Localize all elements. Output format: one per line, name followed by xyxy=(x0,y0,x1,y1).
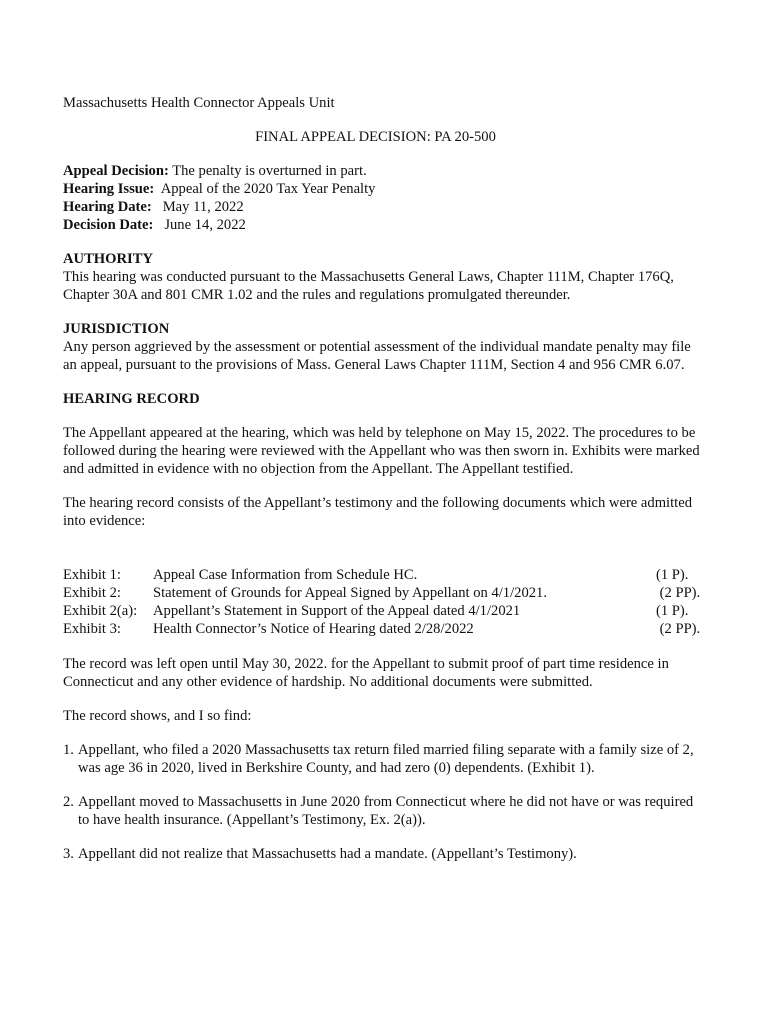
hearing-issue-label: Hearing Issue: xyxy=(63,181,155,197)
decision-summary xyxy=(63,162,708,234)
hearing-date-line xyxy=(63,198,708,216)
finding-item xyxy=(63,845,708,863)
hearing-record-heading: HEARING RECORD xyxy=(63,391,200,407)
exhibit-row xyxy=(63,566,708,584)
appeal-decision-value: The penalty is overturned in part. xyxy=(168,163,367,179)
hearing-date-value: May 11, 2022 xyxy=(151,199,244,215)
findings-intro: The record shows, and I so find: xyxy=(63,708,252,724)
exhibit-list xyxy=(63,566,708,638)
exhibit-description: Health Connector’s Notice of Hearing dated 2/28/2022 xyxy=(153,621,474,637)
authority-heading: AUTHORITY xyxy=(63,251,154,267)
exhibit-description: Appellant’s Statement in Support of the Appeal dated 4/1/2021 xyxy=(153,603,521,619)
hearing-record-paragraph-3: The record was left open until May 30, 2022. for the Appellant to submit proof of part time residence in Connecticut and any other evidence of hardship. No additional documents were submitted. xyxy=(63,656,669,690)
appeal-decision-line xyxy=(63,162,708,180)
hearing-date-label: Hearing Date: xyxy=(63,199,152,215)
appeal-decision-label: Appeal Decision: xyxy=(63,163,169,179)
hearing-record-paragraph-2: The hearing record consists of the Appellant’s testimony and the following documents which were admitted into evidence: xyxy=(63,495,692,529)
finding-number: 1. xyxy=(63,742,74,758)
finding-text: Appellant did not realize that Massachusetts had a mandate. (Appellant’s Testimony). xyxy=(78,846,577,862)
decision-date-label: Decision Date: xyxy=(63,217,154,233)
hearing-record-paragraph-1: The Appellant appeared at the hearing, which was held by telephone on May 15, 2022. The procedures to be followed during the hearing were reviewed with the Appellant who was then sworn in. Exhibits were marked and admitted in evidence with no objection from the Appellant. The Appellant testified. xyxy=(63,425,700,477)
finding-item xyxy=(63,793,708,829)
hearing-issue-line xyxy=(63,180,708,198)
finding-number: 3. xyxy=(63,846,74,862)
finding-text: Appellant, who filed a 2020 Massachusetts tax return filed married filing separate with a family size of 2, was age 36 in 2020, lived in Berkshire County, and had zero (0) dependents. (Exhibit 1). xyxy=(78,742,694,776)
hearing-issue-value: Appeal of the 2020 Tax Year Penalty xyxy=(154,181,376,197)
decision-date-line xyxy=(63,216,708,234)
organization-name: Massachusetts Health Connector Appeals Unit xyxy=(63,95,335,111)
exhibit-pages: (1 P). xyxy=(656,567,689,583)
exhibit-label: Exhibit 2(a): xyxy=(63,603,138,619)
exhibit-row xyxy=(63,584,708,602)
authority-body: This hearing was conducted pursuant to the Massachusetts General Laws, Chapter 111M, Chapter 176Q, Chapter 30A and 801 CMR 1.02 and the rules and regulations promulgated thereunder. xyxy=(63,269,674,303)
decision-date-value: June 14, 2022 xyxy=(153,217,246,233)
finding-text: Appellant moved to Massachusetts in June 2020 from Connecticut where he did not have or was required to have health insurance. (Appellant’s Testimony, Ex. 2(a)). xyxy=(78,794,694,828)
jurisdiction-body: Any person aggrieved by the assessment or potential assessment of the individual mandate penalty may file an appeal, pursuant to the provisions of Mass. General Laws Chapter 111M, Section 4 and 956 CMR 6.07. xyxy=(63,339,691,373)
document-title: FINAL APPEAL DECISION: PA 20-500 xyxy=(255,129,496,145)
exhibit-description: Appeal Case Information from Schedule HC. xyxy=(153,567,418,583)
exhibit-row xyxy=(63,602,708,620)
exhibit-pages: (1 P). xyxy=(656,603,689,619)
exhibit-pages: (2 PP). xyxy=(656,585,701,601)
jurisdiction-heading: JURISDICTION xyxy=(63,321,170,337)
exhibit-label: Exhibit 2: xyxy=(63,585,121,601)
finding-number: 2. xyxy=(63,794,74,810)
finding-item xyxy=(63,741,708,777)
exhibit-label: Exhibit 1: xyxy=(63,567,121,583)
exhibit-row xyxy=(63,620,708,638)
exhibit-description: Statement of Grounds for Appeal Signed by Appellant on 4/1/2021. xyxy=(153,585,547,601)
document-page xyxy=(63,94,708,879)
exhibit-label: Exhibit 3: xyxy=(63,621,121,637)
findings-list xyxy=(63,741,708,863)
exhibit-pages: (2 PP). xyxy=(656,621,701,637)
